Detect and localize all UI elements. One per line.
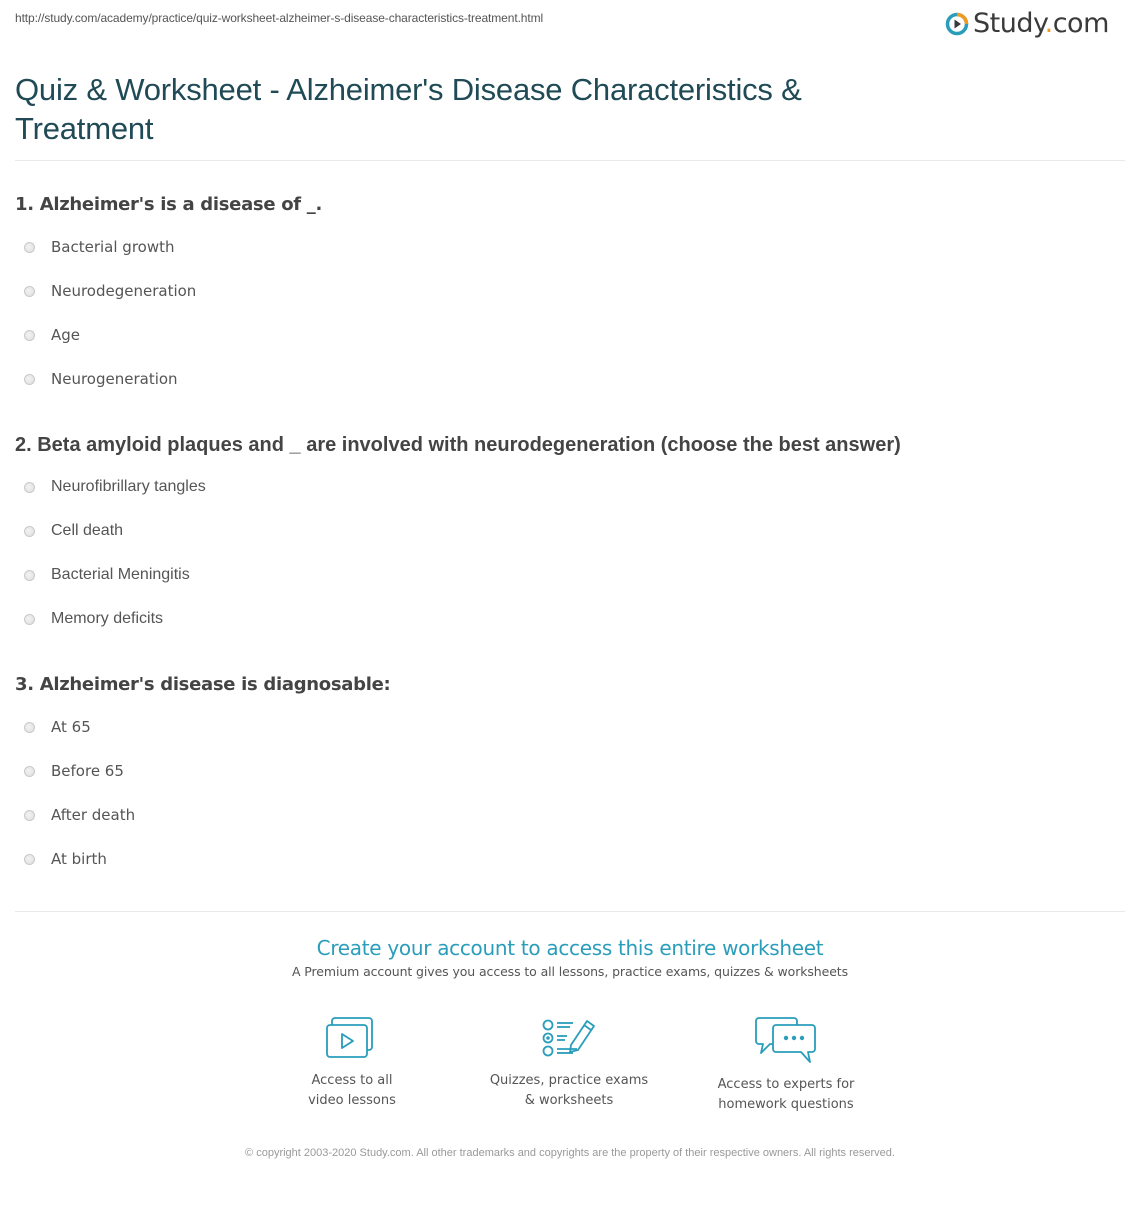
quiz-checklist-icon xyxy=(540,1015,598,1061)
feature-label: Quizzes, practice exams & worksheets xyxy=(489,1073,649,1108)
study-com-logo[interactable] xyxy=(945,6,1109,42)
content-divider xyxy=(15,911,1125,912)
option-label: Bacterial growth xyxy=(51,238,175,256)
radio-button[interactable] xyxy=(24,854,35,865)
signup-cta xyxy=(0,935,1140,979)
option-label: Age xyxy=(51,326,81,344)
radio-button[interactable] xyxy=(24,330,35,341)
answer-option[interactable] xyxy=(15,597,901,641)
answer-option[interactable] xyxy=(15,509,901,553)
question-text: 1. Alzheimer's is a disease of _. xyxy=(15,194,323,215)
answer-option[interactable] xyxy=(15,837,390,881)
radio-button[interactable] xyxy=(24,722,35,733)
copyright-notice: © copyright 2003-2020 Study.com. All other trademarks and copyrights are the property of their respective owners. All rights reserved. xyxy=(245,1147,895,1159)
answer-option[interactable] xyxy=(15,465,901,509)
option-label: Neurofibrillary tangles xyxy=(51,478,206,495)
answer-options xyxy=(15,465,901,641)
feature-label: Access to experts for homework questions xyxy=(717,1077,855,1112)
answer-options xyxy=(15,225,322,401)
feature-label: Access to all video lessons xyxy=(308,1073,396,1108)
answer-option[interactable] xyxy=(15,313,322,357)
answer-option[interactable] xyxy=(15,269,322,313)
option-label: Cell death xyxy=(51,522,124,539)
question-text: 3. Alzheimer's disease is diagnosable: xyxy=(15,674,391,695)
question-text: 2. Beta amyloid plaques and _ are involved with neurodegeneration (choose the best answer) xyxy=(15,434,901,456)
radio-button[interactable] xyxy=(24,810,35,821)
radio-button[interactable] xyxy=(24,526,35,537)
play-circle-icon xyxy=(945,12,969,36)
answer-option[interactable] xyxy=(15,793,390,837)
radio-button[interactable] xyxy=(24,482,35,493)
radio-button[interactable] xyxy=(24,614,35,625)
option-label: Memory deficits xyxy=(51,610,164,627)
option-label: At 65 xyxy=(51,718,91,736)
radio-button[interactable] xyxy=(24,766,35,777)
radio-button[interactable] xyxy=(24,242,35,253)
option-label: Neurogeneration xyxy=(51,370,178,388)
question-1 xyxy=(15,193,322,401)
video-lessons-icon xyxy=(324,1015,380,1061)
option-label: After death xyxy=(51,806,136,824)
radio-button[interactable] xyxy=(24,374,35,385)
answer-option[interactable] xyxy=(15,749,390,793)
radio-button[interactable] xyxy=(24,570,35,581)
question-2 xyxy=(15,433,901,641)
chat-bubbles-icon xyxy=(754,1015,818,1065)
answer-option[interactable] xyxy=(15,357,322,401)
answer-options xyxy=(15,705,390,881)
radio-button[interactable] xyxy=(24,286,35,297)
option-label: Neurodegeneration xyxy=(51,282,197,300)
option-label: Before 65 xyxy=(51,762,124,780)
question-3 xyxy=(15,673,390,881)
title-divider xyxy=(15,160,1125,161)
feature-experts xyxy=(686,1015,886,1115)
create-account-link[interactable]: Create your account to access this entire worksheet xyxy=(316,936,824,960)
page-title: Quiz & Worksheet - Alzheimer's Disease Characteristics & Treatment xyxy=(15,72,802,146)
feature-quizzes xyxy=(469,1015,669,1111)
cta-subtitle: A Premium account gives you access to all lessons, practice exams, quizzes & worksheets xyxy=(291,964,849,979)
answer-option[interactable] xyxy=(15,225,322,269)
logo-text: Study.com xyxy=(973,8,1109,39)
answer-option[interactable] xyxy=(15,705,390,749)
feature-video-lessons xyxy=(252,1015,452,1111)
option-label: Bacterial Meningitis xyxy=(51,566,190,583)
page-url: http://study.com/academy/practice/quiz-worksheet-alzheimer-s-disease-characteristics-treatment.html xyxy=(15,11,544,25)
option-label: At birth xyxy=(51,850,107,868)
answer-option[interactable] xyxy=(15,553,901,597)
logo-tld: com xyxy=(1052,8,1109,39)
